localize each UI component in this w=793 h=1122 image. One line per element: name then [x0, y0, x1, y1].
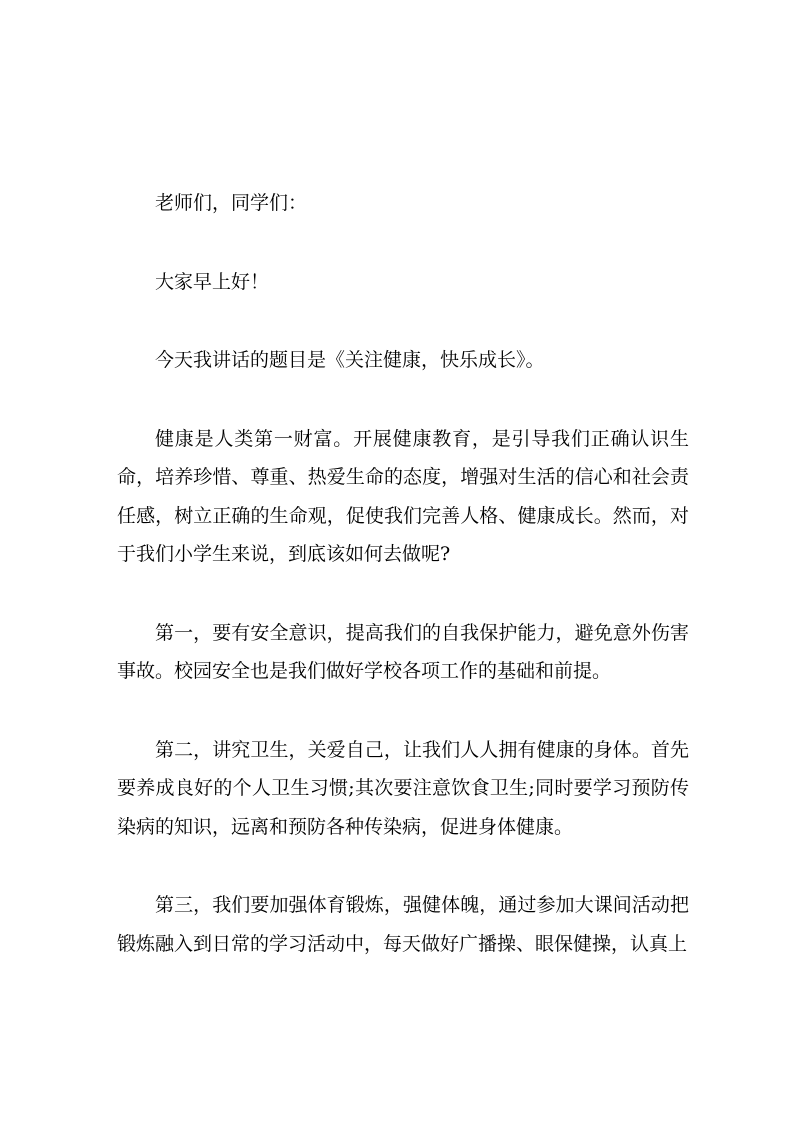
point-two-paragraph: 第二，讲究卫生，关爱自己，让我们人人拥有健康的身体。首先要养成良好的个人卫生习惯;其次要注意饮食卫生;同时要学习预防传染病的知识，远离和预防各种传染病，促进身体健康。: [117, 738, 689, 838]
salutation-paragraph: 老师们，同学们：: [155, 192, 308, 214]
topic-paragraph: 今天我讲话的题目是《关注健康，快乐成长》。: [155, 349, 545, 371]
intro-paragraph: 健康是人类第一财富。开展健康教育，是引导我们正确认识生命，培养珍惜、尊重、热爱生命的态度，增强对生活的信心和社会责任感，树立正确的生命观，促使我们完善人格、健康成长。然而，对于我们小学生来说，到底该如何去做呢?: [117, 427, 689, 565]
point-three-paragraph: 第三，我们要加强体育锻炼，强健体魄，通过参加大课间活动把锻炼融入到日常的学习活动中，每天做好广播操、眼保健操，认真上: [117, 894, 689, 955]
point-one-paragraph: 第一，要有安全意识，提高我们的自我保护能力，避免意外伤害事故。校园安全也是我们做好学校各项工作的基础和前提。: [117, 621, 689, 682]
document-body: [117, 184, 689, 1003]
greeting-paragraph: 大家早上好！: [155, 270, 270, 293]
